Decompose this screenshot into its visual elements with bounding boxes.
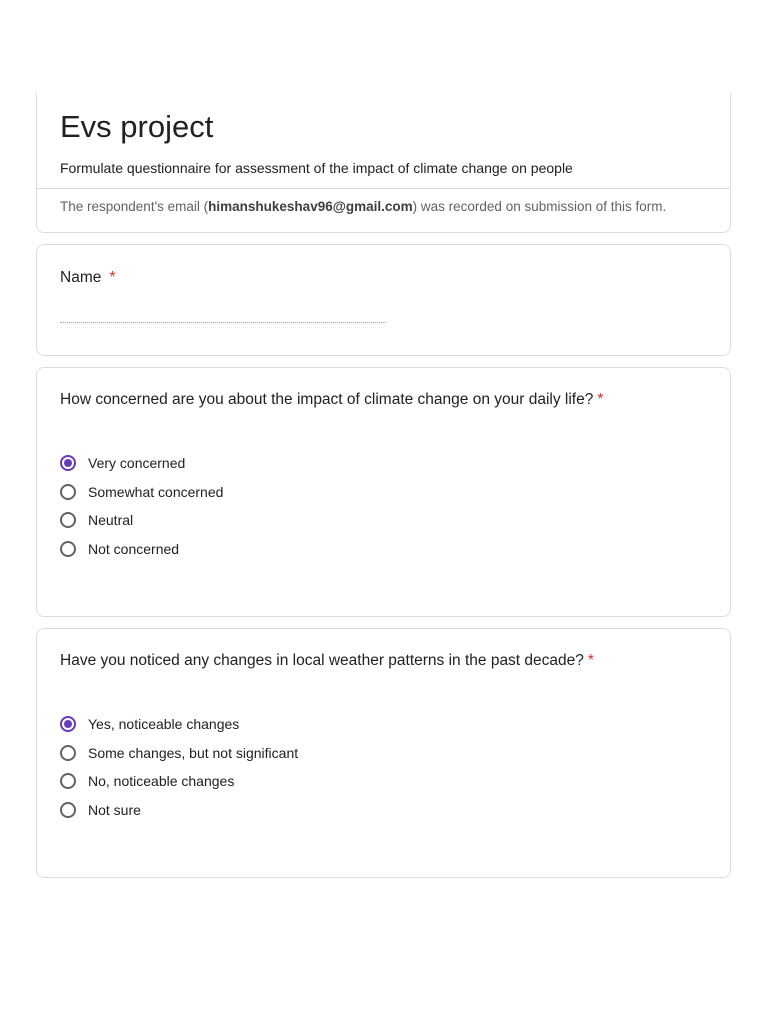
form-header-card: [36, 93, 731, 233]
radio-option[interactable]: [60, 792, 298, 829]
name-input[interactable]: [60, 322, 386, 323]
radio-option-label: Very concerned: [88, 455, 186, 472]
respondent-email-note: [60, 198, 666, 216]
radio-option-label: Somewhat concerned: [88, 483, 224, 500]
respondent-email: himanshukeshav96@gmail.com: [208, 199, 413, 214]
radio-group-weather-changes: [60, 706, 298, 828]
radio-option-label: Some changes, but not significant: [88, 744, 299, 761]
required-asterisk: *: [587, 652, 594, 669]
radio-option[interactable]: [60, 531, 223, 568]
radio-option-label: Yes, noticeable changes: [88, 716, 240, 733]
question-title-text: Have you noticed any changes in local weather patterns in the past decade?: [60, 652, 584, 669]
radio-button[interactable]: [60, 512, 76, 528]
question-title-text: How concerned are you about the impact of climate change on your daily life?: [60, 391, 594, 408]
radio-button[interactable]: [60, 802, 76, 818]
radio-button[interactable]: [60, 745, 76, 761]
form-title: Evs project: [60, 109, 214, 144]
name-question-label: [60, 268, 115, 288]
question-card-climate-concern: [36, 367, 731, 617]
radio-button-checked[interactable]: [60, 716, 76, 732]
radio-option-label: Not concerned: [88, 540, 180, 557]
email-note-suffix: ) was recorded on submission of this form.: [412, 199, 667, 214]
radio-option-label: No, noticeable changes: [88, 773, 235, 790]
radio-group-climate-concern: [60, 445, 223, 567]
radio-button-checked[interactable]: [60, 455, 76, 471]
required-asterisk: *: [597, 391, 604, 408]
radio-option-label: Not sure: [88, 801, 141, 818]
radio-option-label: Neutral: [88, 512, 134, 529]
radio-button[interactable]: [60, 773, 76, 789]
radio-button[interactable]: [60, 484, 76, 500]
question-title: [60, 390, 603, 410]
question-title: [60, 651, 594, 671]
question-card-weather-changes: [36, 628, 731, 878]
header-divider: [37, 188, 730, 189]
email-note-prefix: The respondent's email (: [60, 199, 209, 214]
form-description: Formulate questionnaire for assessment of the impact of climate change on people: [60, 160, 573, 176]
name-label-text: Name: [60, 269, 102, 286]
name-question-card: [36, 244, 731, 356]
required-asterisk: *: [109, 269, 116, 286]
radio-button[interactable]: [60, 541, 76, 557]
